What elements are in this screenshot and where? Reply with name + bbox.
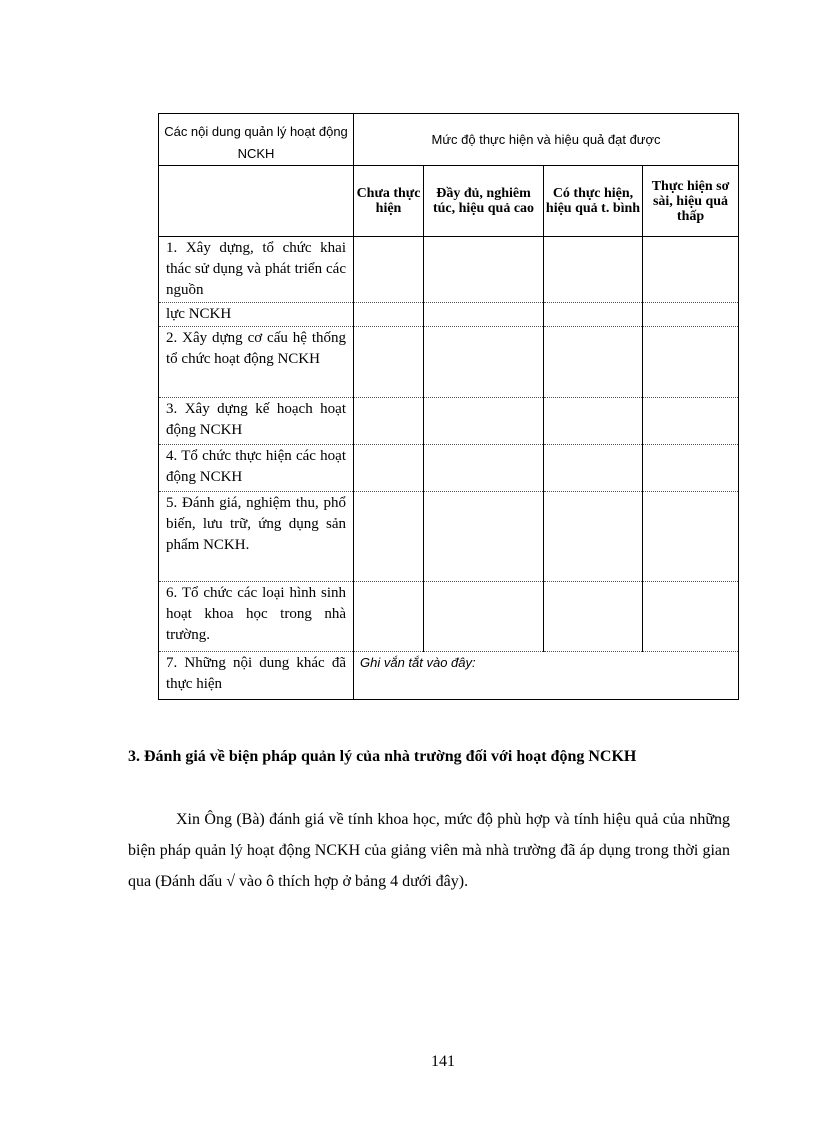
col-implemented-average: Có thực hiện, hiệu quả t. bình — [544, 166, 643, 237]
answer-cell[interactable] — [643, 303, 739, 327]
answer-cell[interactable] — [643, 398, 739, 445]
table-row — [159, 582, 739, 652]
answer-cell[interactable] — [544, 582, 643, 652]
answer-cell[interactable] — [424, 582, 544, 652]
row-label: 2. Xây dựng cơ cấu hệ thống tổ chức hoạt động NCKH — [159, 327, 354, 398]
answer-cell[interactable] — [544, 327, 643, 398]
answer-cell[interactable] — [354, 327, 424, 398]
answer-cell[interactable] — [643, 582, 739, 652]
table-header-row — [159, 114, 739, 166]
answer-cell[interactable] — [354, 303, 424, 327]
note-field[interactable]: Ghi vắn tắt vào đây: — [354, 652, 739, 700]
answer-cell[interactable] — [354, 398, 424, 445]
answer-cell[interactable] — [643, 492, 739, 582]
answer-cell[interactable] — [544, 237, 643, 303]
subheader-empty-cell — [159, 166, 354, 237]
answer-cell[interactable] — [424, 327, 544, 398]
table-row — [159, 237, 739, 303]
row-label: 7. Những nội dung khác đã thực hiện — [159, 652, 354, 700]
answer-cell[interactable] — [544, 492, 643, 582]
row-label: 6. Tổ chức các loại hình sinh hoạt khoa học trong nhà trường. — [159, 582, 354, 652]
table-row — [159, 398, 739, 445]
row-label: 3. Xây dựng kế hoạch hoạt động NCKH — [159, 398, 354, 445]
table-row — [159, 303, 739, 327]
answer-cell[interactable] — [544, 445, 643, 492]
row-label: 5. Đánh giá, nghiệm thu, phổ biến, lưu trữ, ứng dụng sản phẩm NCKH. — [159, 492, 354, 582]
page-number: 141 — [431, 1053, 455, 1070]
table-subheader-row — [159, 166, 739, 237]
answer-cell[interactable] — [354, 582, 424, 652]
table-row — [159, 652, 739, 700]
header-content-column: Các nội dung quản lý hoạt động NCKH — [159, 114, 354, 166]
table-row — [159, 327, 739, 398]
section-heading: 3. Đánh giá về biện pháp quản lý của nhà trường đối với hoạt động NCKH — [128, 748, 637, 765]
intro-paragraph: Xin Ông (Bà) đánh giá về tính khoa học, mức độ phù hợp và tính hiệu quả của những biện pháp quản lý hoạt động NCKH của giảng viên mà nhà trường đã áp dụng trong thời gian qua (Đánh dấu √ vào ô thích hợp ở bảng 4 dưới đây). — [128, 811, 730, 890]
answer-cell[interactable] — [424, 492, 544, 582]
table-row — [159, 445, 739, 492]
answer-cell[interactable] — [424, 445, 544, 492]
answer-cell[interactable] — [424, 237, 544, 303]
row-label: 1. Xây dựng, tổ chức khai thác sử dụng và phát triển các nguồn — [159, 237, 354, 303]
answer-cell[interactable] — [354, 445, 424, 492]
answer-cell[interactable] — [354, 237, 424, 303]
row-label: 4. Tổ chức thực hiện các hoạt động NCKH — [159, 445, 354, 492]
survey-table — [158, 113, 739, 700]
col-sketchy-low: Thực hiện sơ sài, hiệu quả thấp — [643, 166, 739, 237]
table-row — [159, 492, 739, 582]
answer-cell[interactable] — [424, 303, 544, 327]
col-full-serious-high: Đầy đủ, nghiêm túc, hiệu quả cao — [424, 166, 544, 237]
answer-cell[interactable] — [544, 303, 643, 327]
answer-cell[interactable] — [424, 398, 544, 445]
answer-cell[interactable] — [544, 398, 643, 445]
header-level-effectiveness: Mức độ thực hiện và hiệu quả đạt được — [354, 114, 739, 166]
row-label: lực NCKH — [159, 303, 354, 327]
answer-cell[interactable] — [643, 327, 739, 398]
answer-cell[interactable] — [354, 492, 424, 582]
col-not-implemented: Chưa thực hiện — [354, 166, 424, 237]
answer-cell[interactable] — [643, 445, 739, 492]
answer-cell[interactable] — [643, 237, 739, 303]
